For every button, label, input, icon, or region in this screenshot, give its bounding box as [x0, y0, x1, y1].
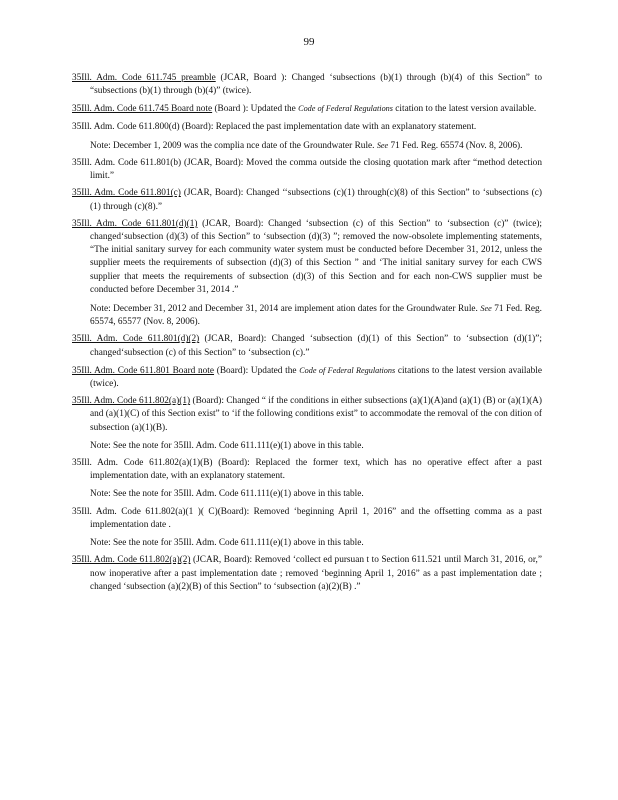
- see-signal: See: [376, 140, 389, 150]
- amendment-list: [72, 72, 542, 598]
- note-text: 71 Fed. Reg. 65574 (Nov. 8, 2006).: [388, 140, 523, 151]
- entry-text: citations to the latest version available (twice).: [90, 365, 542, 390]
- amendment-entry: [72, 72, 542, 98]
- amendment-entry: [72, 506, 542, 532]
- amendment-entry: [72, 457, 542, 483]
- amendment-entry: [72, 364, 542, 391]
- amendment-entry: [72, 121, 542, 134]
- publication-title: Code of Federal Regulations: [298, 104, 393, 114]
- code-reference: 35Ill. Adm. Code 611.745 Board note: [72, 104, 213, 115]
- amendment-entry: [72, 102, 542, 116]
- entry-text: (Board): Replaced the former text, which has no operative effect after a past implementation date, with an explanatory statement.: [90, 458, 542, 482]
- entry-text: (Board): Removed ‘beginning April 1, 2016” and the offsetting comma as a past implementation date .: [90, 506, 542, 530]
- code-reference: 35Ill. Adm. Code 611.801 Board note: [72, 365, 215, 376]
- entry-text: citation to the latest version available.: [392, 104, 537, 115]
- code-reference: 35Ill. Adm. Code 611.802(a)(1)(B): [72, 458, 213, 469]
- amendment-entry: [72, 187, 542, 213]
- entry-text: (JCAR, Board): Removed ‘collect ed pursuan t to Section 611.521 until March 31, 2016, or,” now inoperative after a past implementation date ; removed ‘beginning April 1, 2016” as a past implementation date ; changed ‘subsection (a)(2)(B) of this Section” to ‘subsection (a)(2)(B) .”: [90, 555, 542, 592]
- entry-text: (Board): Changed “ if the conditions in either subsections (a)(1)(A)and (a)(1) (B) or (a)(1)(A) and (a)(1)(C) of this Section exist” to ‘if the following conditions exist” to accommodate the removal of the con dition of subsection (a)(1)(B).: [90, 396, 542, 433]
- entry-text: (JCAR, Board): Changed ‘subsection (d)(1) of this Section” to ‘subsection (d)(1)”; changed‘subsection (c) of this Section” to ‘subsection (c).”: [90, 334, 542, 358]
- code-reference: 35Ill. Adm. Code 611.801(b): [72, 158, 182, 169]
- code-reference: 35Ill. Adm. Code 611.802(a)(1): [72, 396, 191, 407]
- entry-text: (Board): Updated the: [214, 365, 300, 376]
- note-text: Note: December 1, 2009 was the complia nce date of the Groundwater Rule.: [90, 140, 377, 151]
- entry-text: (JCAR, Board): Changed ‘subsection (c) of this Section” to ‘subsection (c)” (twice); changed‘subsection (d)(3) of this Section” to ‘subsection (d)(3) ”; removed the now-obsolete implementing statements, “The initial sanitary survey for each community water system must be conducted before December 31, 2012, unless the supplier meets the requirements of subsection (d)(3) of this Section ” and ‘The initial sanitary survey for each CWS supplier that meets the requirements of subsection (d)(3) of this Section and for each non-CWS supplier must be conducted before December 31, 2014 .”: [90, 218, 542, 295]
- entry-text: (JCAR, Board): Changed ‘‘subsections (c)(1) through(c)(8) of this Section” to ‘subsections (c)(1) through (c)(8).”: [90, 188, 542, 212]
- explanatory-note: [90, 139, 542, 153]
- amendment-entry: [72, 333, 542, 359]
- note-text: Note: December 31, 2012 and December 31, 2014 are implement ation dates for the Groundwater Rule.: [90, 304, 481, 315]
- note-text: 71 Fed. Reg. 65574, 65577 (Nov. 8, 2006).: [90, 304, 542, 328]
- entry-text: (JCAR, Board): Moved the comma outside the closing quotation mark after “method detection limit.”: [90, 158, 542, 182]
- code-reference: 35Ill. Adm. Code 611.801(d)(1): [72, 218, 198, 229]
- explanatory-note: Note: See the note for 35Ill. Adm. Code 611.111(e)(1) above in this table.: [90, 440, 364, 451]
- amendment-entry: [72, 157, 542, 183]
- code-reference: 35Ill. Adm. Code 611.745 preamble: [72, 73, 216, 83]
- entry-text: (Board): Replaced the past implementation date with an explanatory statement.: [179, 121, 477, 132]
- code-reference: 35Ill. Adm. Code 611.802(a)(2): [72, 555, 191, 566]
- code-reference: 35Ill. Adm. Code 611.801(c): [72, 188, 181, 199]
- amendment-entry: [72, 395, 542, 435]
- amendment-entry: [72, 218, 542, 297]
- explanatory-note: Note: See the note for 35Ill. Adm. Code 611.111(e)(1) above in this table.: [90, 538, 364, 549]
- entry-text: (Board ): Updated the: [212, 104, 299, 115]
- page-number: 99: [303, 36, 315, 48]
- code-reference: 35Ill. Adm. Code 611.802(a)(1 )( C): [72, 506, 218, 517]
- code-reference: 35Ill. Adm. Code 611.800(d): [72, 121, 180, 132]
- publication-title: Code of Federal Regulations: [299, 365, 396, 375]
- amendment-entry: [72, 554, 542, 594]
- explanatory-note: [90, 302, 542, 329]
- see-signal: See: [480, 304, 492, 314]
- code-reference: 35Ill. Adm. Code 611.801(d)(2): [72, 334, 200, 345]
- entry-text: (JCAR, Board ): Changed ‘subsections (b)(1) through (b)(4) of this Section” to “subsections (b)(1) through (b)(4)” (twice).: [90, 73, 542, 97]
- explanatory-note: Note: See the note for 35Ill. Adm. Code 611.111(e)(1) above in this table.: [90, 489, 364, 500]
